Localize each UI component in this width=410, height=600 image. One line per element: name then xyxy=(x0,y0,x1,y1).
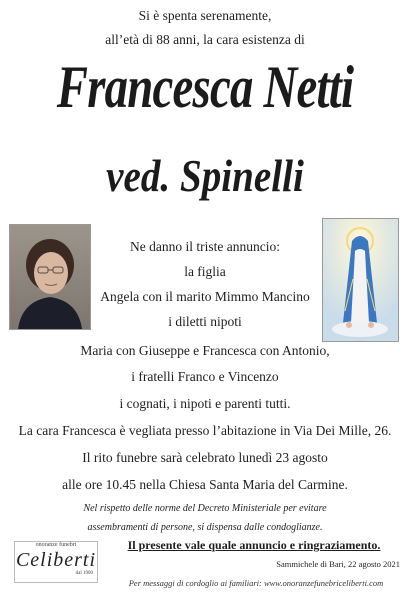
intro-line-1: Si è spenta serenamente, xyxy=(138,8,272,23)
announcement-line-4: i diletti nipoti xyxy=(168,314,242,329)
details-line-2: Il rito funebre sarà celebrato lunedì 23 agosto xyxy=(82,450,328,465)
final-note: Il presente vale quale annuncio e ringraziamento. xyxy=(127,538,381,552)
deceased-name: Francesca Netti xyxy=(56,54,354,120)
place-date: Sammichele di Bari, 22 agosto 2021 xyxy=(276,559,400,569)
announcement-line-7: i cognati, i nipoti e parenti tutti. xyxy=(119,396,291,411)
logo-year: dal 1900 xyxy=(75,571,93,576)
details-line-3: alle ore 10.45 nella Chiesa Santa Maria del Carmine. xyxy=(62,477,348,492)
deceased-surname-line: ved. Spinelli xyxy=(106,150,304,201)
announcement-line-1: Ne danno il triste annuncio: xyxy=(130,239,280,254)
logo-name: Celiberti xyxy=(15,549,97,571)
announcement-line-2: la figlia xyxy=(184,264,226,279)
footer-website[interactable]: Per messaggi di cordoglio ai familiari: www.onoranzefunebriceliberti.com xyxy=(128,578,384,588)
covid-note-line-1: Nel rispetto delle norme del Decreto Ministeriale per evitare xyxy=(83,503,327,514)
covid-note-line-2: assembramenti di persone, si dispensa dalle condoglianze. xyxy=(87,522,323,533)
announcement-line-3: Angela con il marito Mimmo Mancino xyxy=(100,289,310,304)
logo-subtitle: onoranze funebri xyxy=(35,542,77,548)
announcement-line-5: Maria con Giuseppe e Francesca con Antonio, xyxy=(80,343,330,358)
details-line-1: La cara Francesca è vegliata presso l’abitazione in Via Dei Mille, 26. xyxy=(18,423,392,438)
intro-line-2: all’età di 88 anni, la cara esistenza di xyxy=(105,32,305,47)
funeral-home-logo xyxy=(14,541,98,583)
announcement-line-6: i fratelli Franco e Vincenzo xyxy=(131,369,279,384)
